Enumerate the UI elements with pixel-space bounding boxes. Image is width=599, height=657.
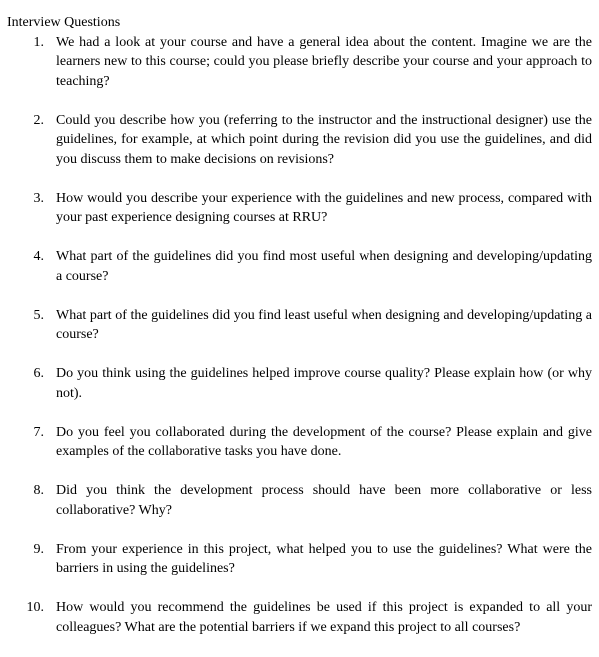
question-item — [7, 33, 592, 92]
question-number: 5. — [33, 307, 44, 323]
question-item — [7, 189, 592, 228]
question-text: What part of the guidelines did you find least useful when designing and developing/updating a course? — [56, 307, 592, 342]
question-number: 8. — [33, 483, 44, 498]
question-number: 7. — [33, 424, 44, 440]
question-text: Do you think using the guidelines helped improve course quality? Please explain how (or why not). — [56, 366, 592, 401]
question-text: Did you think the development process should have been more collaborative or less collaborative? Why? — [56, 483, 592, 518]
question-text: We had a look at your course and have a general idea about the content. Imagine we are the learners new to this course; could you please briefly describe your course and your approach to teaching? — [56, 34, 592, 89]
question-item — [7, 598, 592, 637]
question-number: 1. — [33, 34, 44, 50]
question-text: How would you recommend the guidelines be used if this project is expanded to all your colleagues? What are the potential barriers if we expand this project to all courses? — [56, 600, 592, 635]
question-number: 9. — [33, 541, 44, 557]
question-item — [7, 423, 592, 462]
question-item — [7, 306, 592, 345]
question-text: Do you feel you collaborated during the development of the course? Please explain and give examples of the collaborative tasks you have done. — [56, 424, 592, 459]
document-page — [7, 13, 592, 657]
question-text: Could you describe how you (referring to the instructor and the instructional designer) use the guidelines, for example, at which point during the revision did you use the guidelines, and did you discuss them to make decisions on revisions? — [56, 112, 592, 167]
question-number: 10. — [26, 600, 44, 615]
question-list — [7, 33, 592, 638]
question-text: From your experience in this project, what helped you to use the guidelines? What were the barriers in using the guidelines? — [56, 541, 592, 576]
question-item — [7, 481, 592, 520]
question-number: 2. — [33, 112, 44, 128]
question-text: What part of the guidelines did you find most useful when designing and developing/updating a course? — [56, 249, 592, 284]
question-number: 4. — [33, 249, 44, 264]
question-item — [7, 111, 592, 170]
document-heading: Interview Questions — [7, 15, 121, 30]
question-item — [7, 364, 592, 403]
question-item — [7, 540, 592, 579]
question-text: How would you describe your experience with the guidelines and new process, compared with your past experience designing courses at RRU? — [56, 190, 592, 225]
question-number: 3. — [33, 190, 44, 206]
question-number: 6. — [33, 366, 44, 381]
question-item — [7, 247, 592, 286]
